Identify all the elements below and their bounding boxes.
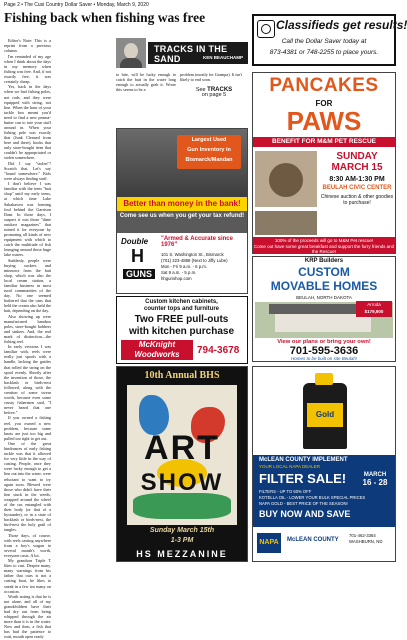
oil-bottle-photo: Gold xyxy=(253,367,395,455)
sale-details: FILTERS - UP TO 60% OFF KOTELLA OIL - LOWER YOUR BULK SPECIAL PRICES NAPA GOLD - BEST PRICE OF THE SEASON! xyxy=(259,489,366,506)
double-h-guns-ad[interactable] xyxy=(116,128,248,294)
mclean-logo: McLEAN COUNTY xyxy=(287,537,339,543)
event-info: SUNDAY MARCH 15 8:30 AM-1:30 PM BEULAH CIVIC CENTER Chinese auction & other goodies to purchase! xyxy=(320,151,394,206)
see-more-jump[interactable]: See TRACKS on page 5 xyxy=(195,87,233,99)
dog-photo xyxy=(255,151,317,207)
guns-contact: 101 S. Washington St., Bismarck (701) 223-4888 (Next to Jiffy Lube) Mon - Fri 9 a.m. - 6 p.m. Sat 9 a.m. - 5 p.m. hhgunshop.com xyxy=(161,252,228,281)
armed-tagline: "Armed & Accurate since 1976" xyxy=(161,236,233,248)
promo-line2: with kitchen purchase xyxy=(128,326,235,337)
sale-dates: MARCH 16 - 28 xyxy=(362,472,388,487)
homes-location: BEULAH, NORTH DAKOTA xyxy=(296,295,352,300)
filter-sale-title: FILTER SALE! xyxy=(259,471,347,486)
art-show-title: 10th Annual BHS xyxy=(144,370,220,381)
napa-filter-sale-ad[interactable] xyxy=(252,366,396,562)
bhs-art-show-ad[interactable] xyxy=(116,366,248,562)
money-banner: Better than money in the bank! xyxy=(117,197,247,211)
classifieds-title: Classifieds get results! xyxy=(276,18,407,32)
page-header: Page 2 • The Cusi Country Dollar Saver • Monday, March 9, 2020 xyxy=(4,2,149,8)
buy-now-cta: BUY NOW AND SAVE xyxy=(259,509,351,519)
cabinet-line2: counter tops and furniture xyxy=(144,306,219,312)
pancakes-subtitle: BENEFIT FOR M&M PET RESCUE xyxy=(253,137,395,147)
pancakes-footer: 100% of the proceeds will go to M&M Pet rescue! Come out have some great breakfast and support the furry friends and the Rescue! xyxy=(253,238,395,254)
classifieds-line1: Call the Dollar Saver today at xyxy=(281,38,367,45)
napa-footer xyxy=(253,527,395,561)
author-photo xyxy=(116,38,146,68)
article-column-3: problem (mostly for Grampa). It isn't likely to end soon. See TRACKS on page 5 xyxy=(180,72,248,122)
promo-line1: Two FREE pull-outs xyxy=(134,314,229,325)
article-column-1: Editor's Note: This is a reprint from a previous column. I'm reminded of my age when I think about the days in my memory when fishing was free. And, if not exactly free, it was certainly cheap. Yes, back in the days when we had fishing poles, not rods, and they were equipped with string, not line. When the base of your tackle box meant you'd need to find a new peanut-butter can to tote your stuff around in. When your fishing pole was exactly that (Junk Cleaned from here and there), hooks that only store-bought item that couldn't be appropriated or stolen somewhere. Did I say "stolen"? Scratch that. Let's say "found somewhere." Kids were always finding stuff. I don't believe I was familiar with the term "bait shop" until my early teens, at which time Lake Sakakawea was forming foul behind the Garrison Dam. In those days, I suspect it was those "dime outdoor magazines" that ruined it for everyone by promoting all kinds of new equipment with which to catch the multitude of fish lounging around those huge lake waters. Suddenly, people were buying suckers and minnows from the bait shop, which was also the local cream station, a familiar business in most rural communities of the day. No one seemed bothered that the cans that held the cream also held the bait, depending on the day. Also showing up were manufactured bamboo poles, store-bought bobbers and sinkers. And, the real mark of distinction—the fishing reel. In early versions I was familiar with, reels were really just spools with a handle, lacking the guides that rolled the string on the spool evenly. Shortly after the invention of those, the backlash or birds-nest followed, along with the creation of some swear words, because even some crusty fishermen said, "I never heard that one before." If you owned a fishing reel, you owned a new problem, because some knots are just too big and pulled too tight to get out. One of the great hindrances of early fishing tackle was that it allowed for very little in the way of casting. People, once they were lucky enough to get a line out into the water, were reluctant to want to try again soon. Blessed were those who didn't have their line stuck in the weeds, wrapped around the wheel of the car, entangled with their body (or that of a bystander), or in a state of backlash or birds-nest, the bird-nest the holy grail of tangles. Those days, of course, with reels casting anywhere from a boy's wagon to several month's worth, everyone casts. A lot. My grandson Triple T likes to cast. Despite many, many warnings from his father that ours is not a casting boat, he likes to sneak in a few too many on occasion. Worth noting is that he is not alone, and all of my grandchildren have their bad dry out from being whipped through the air more than it is in the water. Now and then, a fish that has had the patience to wait, mouth open ready xyxy=(4,38,51,640)
mcknight-woodworks-ad[interactable] xyxy=(116,296,248,364)
napa-dealer-sub: YOUR LOCAL NAPA DEALER xyxy=(259,464,321,469)
builder-name: KRP Builders xyxy=(304,258,344,264)
column-title-bar xyxy=(148,42,248,64)
article-column-2: to bite, will be lucky enough to catch the bait in the water long enough to actually grab it. Wrote this seems to be a xyxy=(116,72,176,93)
paws-title: PAWS xyxy=(286,106,362,136)
mcknight-logo: McKnight Woodworks xyxy=(121,340,193,360)
cat-photo xyxy=(255,211,317,235)
homes-phone: 701-595-3636 xyxy=(289,345,359,357)
art-show-time: 1-3 PM xyxy=(170,537,194,544)
floorplans-text: View our plans or bring your own! xyxy=(277,339,371,345)
homes-line1: CUSTOM xyxy=(298,265,350,279)
phone-icon xyxy=(257,20,275,38)
cabinet-line1: Custom kitchen cabinets, xyxy=(145,299,218,305)
column-title: TRACKS IN THE SAND xyxy=(154,44,228,64)
homes-line2: MOVABLE HOMES xyxy=(270,279,378,293)
krp-builders-ad[interactable] xyxy=(252,256,396,362)
logo-guns: GUNS xyxy=(123,269,155,279)
art-show-venue: HS MEZZANINE xyxy=(136,549,228,559)
tax-refund: Come see us when you get your tax refund! xyxy=(119,213,245,219)
art-show-date: Sunday March 15th xyxy=(149,527,215,534)
column-author: KEN BEAUCHAMP xyxy=(202,55,243,60)
pancakes-title: PANCAKES xyxy=(269,75,379,96)
logo-double: Double xyxy=(121,237,149,246)
napa-contact: 701-462-3364 WASHBURN, ND xyxy=(349,533,383,544)
homes-tagline: Homes to be built on site Beulah! xyxy=(290,356,358,361)
inventory-tag: Largest Used Gun Inventory in Bismarck/Mandan xyxy=(177,135,241,169)
guns-info-panel xyxy=(117,233,247,293)
napa-logo: NAPA xyxy=(257,533,281,553)
cabinet-phone: 794-3678 xyxy=(197,345,240,356)
column-banner xyxy=(116,38,248,68)
art-illustration: ART SHOW xyxy=(127,385,237,525)
napa-dealer: McLEAN COUNTY IMPLEMENT xyxy=(259,457,348,463)
headline: Fishing back when fishing was free xyxy=(4,10,206,25)
pancakes-for-paws-ad[interactable] xyxy=(252,72,396,254)
classifieds-line2: 873-4381 or 748-2255 to place yours. xyxy=(269,49,379,56)
logo-h: H xyxy=(131,246,144,266)
classifieds-ad[interactable] xyxy=(252,14,407,66)
pancakes-for: FOR xyxy=(315,99,333,108)
price-tag: Arroda $179,900 xyxy=(356,301,392,317)
